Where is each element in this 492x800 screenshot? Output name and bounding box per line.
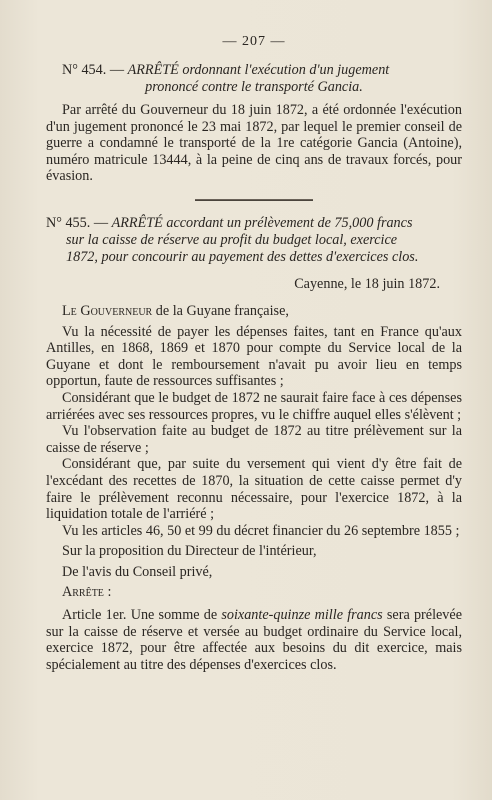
paragraph-vu-observation: Vu l'observation faite au budget de 1872 au titre prélèvement sur la caisse de réserve ;: [46, 423, 462, 456]
arrete-454-heading: [46, 62, 462, 96]
arrete-455-title-line1: ARRÊTÉ accordant un prélèvement de 75,000 francs: [111, 214, 413, 231]
paragraph-vu-articles: Vu les articles 46, 50 et 99 du décret financier du 26 septembre 1855 ;: [62, 522, 460, 539]
paragraph-vu-necessite: Vu la nécessité de payer les dépenses faites, tant en France qu'aux Antilles, en 1868, 1869 et 1870 pour compte du Service local de la Guyane et dont le remboursement n'avait pu avoir lieu en temps opportun, faute de ressources suffisantes ;: [46, 323, 462, 390]
article-1-rest: sera prélevée sur la caisse de réserve et versée au budget ordinaire du Service local, exercice 1872, pour être affectée aux besoins du dit exercice, mais spécialement au titre des dépenses d'exercices clos.: [46, 607, 463, 673]
arrete-454-number: N° 454. —: [62, 62, 128, 78]
arrete-455-heading: [46, 215, 462, 266]
intro-smallcaps: Le Gouverneur: [62, 302, 153, 319]
intro-line: [46, 303, 462, 320]
arrete-454-title-line1: ARRÊTÉ ordonnant l'exécution d'un jugement: [127, 62, 390, 78]
page-number: — 207 —: [222, 34, 286, 49]
paragraph-considerant-budget: Considérant que le budget de 1872 ne saurait faire face à ces dépenses arriérées avec ses ressources propres, vu le chiffre auquel elles s'élèvent ;: [46, 389, 462, 423]
paragraph-avis: De l'avis du Conseil privé,: [62, 563, 213, 580]
article-1-start: Article 1er. Une somme de: [62, 607, 222, 624]
arrete-454-title-line2: prononcé contre le transporté Gancia.: [145, 79, 363, 95]
arrete-455-number: N° 455. —: [46, 214, 112, 231]
arrete-455-title-line2: sur la caisse de réserve au profit du budget local, exercice: [66, 231, 398, 248]
article-1: [46, 607, 462, 673]
arrete-454-body: Par arrêté du Gouverneur du 18 juin 1872, a été ordonnée l'exécution d'un jugement prononcé le 23 mai 1872, par lequel le premier conseil de guerre a condamné le transporté de la 1re catégorie Gancia (Antoine), numéro matricule 13444, à la peine de cinq ans de travaux forcés, pour évasion.: [46, 102, 462, 185]
section-divider: [195, 199, 313, 201]
paragraph-considerant-versement: Considérant que, par suite du versement qui vient d'y être fait de l'excédant des recettes de 1870, la situation de cette caisse permet d'y faire le prélèvement reconnu nécessaire, pour l'exercice 1872, à la liquidation totale de l'arriéré ;: [46, 456, 462, 523]
arrete-455-title-line3: 1872, pour concourir au payement des dettes d'exercices clos.: [66, 248, 419, 265]
article-1-amount: soixante-quinze mille francs: [221, 607, 383, 624]
intro-rest: de la Guyane française,: [152, 302, 289, 319]
paragraph-proposition: Sur la proposition du Directeur de l'intérieur,: [62, 543, 317, 560]
dateline: Cayenne, le 18 juin 1872.: [294, 275, 440, 292]
arrete-label: Arrête :: [62, 584, 112, 601]
